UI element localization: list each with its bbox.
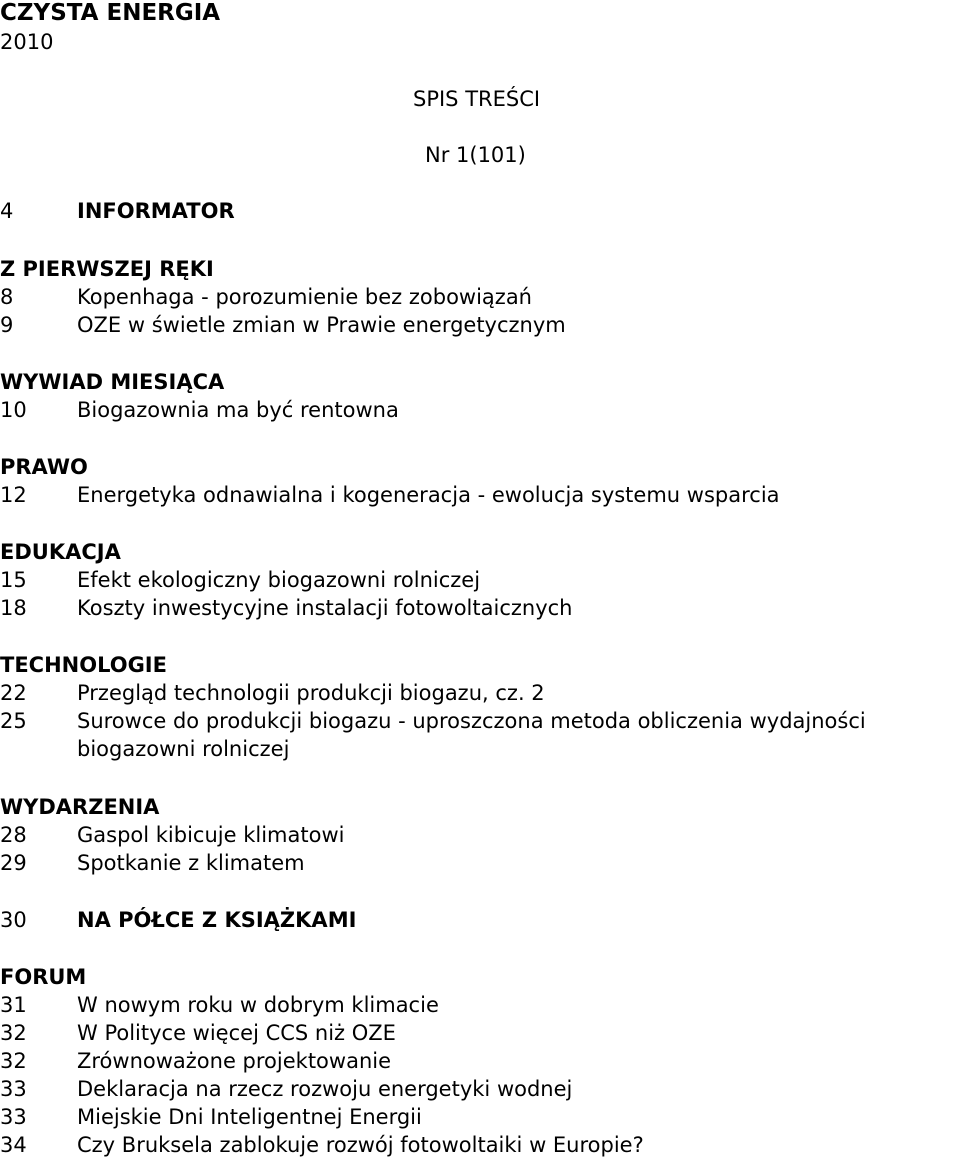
section-title-forum: FORUM: [0, 965, 87, 989]
page-number: 32: [0, 1021, 27, 1045]
section-title-na-polce: NA PÓŁCE Z KSIĄŻKAMI: [77, 908, 357, 932]
toc-entry: Biogazownia ma być rentowna: [77, 398, 399, 422]
page-number: 25: [0, 709, 27, 733]
toc-entry: W Polityce więcej CCS niż OZE: [77, 1021, 396, 1045]
page-number: 33: [0, 1077, 27, 1101]
toc-title: SPIS TREŚCI: [413, 87, 541, 111]
toc-entry: Przegląd technologii produkcji biogazu, cz. 2: [77, 681, 545, 705]
section-title-z-pierwszej-reki: Z PIERWSZEJ RĘKI: [0, 257, 214, 281]
toc-entry: Koszty inwestycyjne instalacji fotowoltaicznych: [77, 596, 573, 620]
page-number: 15: [0, 568, 27, 592]
toc-entry-continuation: biogazowni rolniczej: [77, 737, 290, 761]
section-title-wywiad: WYWIAD MIESIĄCA: [0, 370, 225, 394]
issue-number: Nr 1(101): [425, 143, 526, 167]
page-number: 33: [0, 1105, 27, 1129]
page-number: 9: [0, 313, 14, 337]
toc-entry: Miejskie Dni Inteligentnej Energii: [77, 1105, 422, 1129]
toc-entry: Kopenhaga - porozumienie bez zobowiązań: [77, 285, 532, 309]
toc-entry: OZE w świetle zmian w Prawie energetycznym: [77, 313, 566, 337]
page-number: 28: [0, 823, 27, 847]
section-title-edukacja: EDUKACJA: [0, 540, 121, 564]
toc-entry: Czy Bruksela zablokuje rozwój fotowoltaiki w Europie?: [77, 1133, 644, 1157]
magazine-title: CZYSTA ENERGIA: [0, 0, 221, 26]
page-number: 32: [0, 1049, 27, 1073]
toc-entry: Zrównoważone projektowanie: [77, 1049, 392, 1073]
section-title-technologie: TECHNOLOGIE: [0, 653, 167, 677]
page-number: 34: [0, 1133, 27, 1157]
page-number: 12: [0, 483, 27, 507]
page-number: 4: [0, 199, 14, 223]
section-title-informator: INFORMATOR: [77, 199, 235, 223]
magazine-year: 2010: [0, 30, 54, 54]
toc-entry: Gaspol kibicuje klimatowi: [77, 823, 345, 847]
page-number: 10: [0, 398, 27, 422]
page-number: 31: [0, 993, 27, 1017]
section-title-wydarzenia: WYDARZENIA: [0, 795, 160, 819]
section-title-prawo: PRAWO: [0, 455, 88, 479]
toc-entry: Deklaracja na rzecz rozwoju energetyki wodnej: [77, 1077, 573, 1101]
page-number: 29: [0, 851, 27, 875]
toc-entry: W nowym roku w dobrym klimacie: [77, 993, 439, 1017]
page-number: 30: [0, 908, 27, 932]
page-number: 8: [0, 285, 14, 309]
toc-entry: Energetyka odnawialna i kogeneracja - ewolucja systemu wsparcia: [77, 483, 780, 507]
toc-entry: Spotkanie z klimatem: [77, 851, 305, 875]
toc-entry: Efekt ekologiczny biogazowni rolniczej: [77, 568, 481, 592]
page-number: 22: [0, 681, 27, 705]
page-number: 18: [0, 596, 27, 620]
toc-entry: Surowce do produkcji biogazu - uproszczona metoda obliczenia wydajności: [77, 709, 866, 733]
